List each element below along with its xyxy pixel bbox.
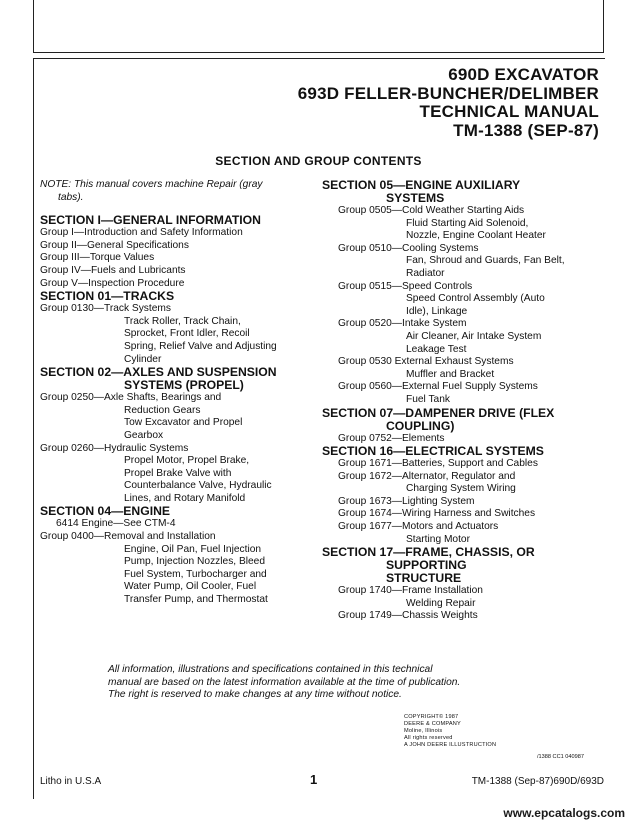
group-detail: Water Pump, Oil Cooler, Fuel (124, 581, 257, 593)
title-line: TM-1388 (SEP-87) (453, 120, 599, 140)
section-heading (322, 407, 592, 433)
left-sections (40, 214, 315, 606)
section-heading (40, 290, 315, 303)
section (40, 505, 315, 606)
group-detail: Propel Brake Valve with (124, 467, 232, 479)
group-item: Group I—Introduction and Safety Information (40, 227, 243, 239)
copyright-line: COPYRIGHT© 1987 (404, 714, 459, 720)
group-detail: Gearbox (124, 429, 164, 441)
group-item: Group IV—Fuels and Lubricants (40, 264, 186, 276)
section-heading-line: COUPLING) (386, 418, 455, 433)
note-line: NOTE: This manual covers machine Repair (gray (40, 179, 263, 190)
section-heading-line: SECTION 16—ELECTRICAL SYSTEMS (322, 444, 544, 459)
copyright-line: Moline, Illinois (404, 728, 443, 734)
group-item: Group 1749—Chassis Weights (338, 610, 478, 622)
group-detail: Fluid Starting Aid Solenoid, (406, 217, 529, 229)
group-item: Group II—General Specifications (40, 239, 189, 251)
note-line: tabs). (58, 191, 84, 203)
section-heading (322, 546, 592, 585)
group-item: Group V—Inspection Procedure (40, 277, 185, 289)
right-sections (322, 179, 592, 623)
group-detail: Starting Motor (406, 533, 470, 545)
group-detail: Spring, Relief Valve and Adjusting (124, 340, 277, 352)
group-detail: Speed Control Assembly (Auto (406, 293, 545, 305)
group-detail: Reduction Gears (124, 404, 201, 416)
section-heading (40, 366, 315, 392)
group-item: Group 1740—Frame Installation (338, 585, 483, 597)
group-item: Group 1671—Batteries, Support and Cables (338, 458, 538, 470)
section (40, 366, 315, 505)
group-item: Group 0752—Elements (338, 432, 445, 444)
manual-title (298, 66, 599, 140)
group-detail: Engine, Oil Pan, Fuel Injection (124, 543, 262, 555)
page-number: 1 (310, 772, 318, 787)
group-detail: Air Cleaner, Air Intake System (406, 330, 542, 342)
copyright-line: DEERE & COMPANY (404, 721, 461, 727)
group-item: Group 0520—Intake System (338, 318, 467, 330)
group-detail: Track Roller, Track Chain, (124, 315, 241, 327)
group-detail: Propel Motor, Propel Brake, (124, 455, 250, 467)
group-item: 6414 Engine—See CTM-4 (56, 518, 176, 530)
copyright-block (404, 714, 496, 749)
section (322, 546, 592, 623)
section (322, 445, 592, 546)
copyright-line: A JOHN DEERE ILLUSTRUCTION (404, 742, 497, 748)
group-detail: Charging System Wiring (406, 483, 516, 495)
group-detail: Cylinder (124, 353, 162, 365)
group-detail: Nozzle, Engine Coolant Heater (406, 230, 546, 242)
section-heading-line: SUPPORTING (386, 558, 467, 573)
section-heading (322, 179, 592, 205)
group-item: Group III—Torque Values (40, 252, 155, 264)
group-item: Group 0510—Cooling Systems (338, 242, 479, 254)
group-detail: Tow Excavator and Propel (124, 417, 243, 429)
group-item: Group 0400—Removal and Installation (40, 531, 216, 543)
top-border-right (603, 0, 604, 52)
section-heading-line: SECTION I—GENERAL INFORMATION (40, 213, 261, 228)
litho-note: Litho in U.S.A (40, 776, 102, 787)
title-line: 690D EXCAVATOR (448, 65, 599, 84)
group-detail: Idle), Linkage (406, 305, 468, 317)
group-detail: Counterbalance Valve, Hydraulic (124, 480, 272, 492)
group-item: Group 0560—External Fuel Supply Systems (338, 381, 538, 393)
group-item: Group 1674—Wiring Harness and Switches (338, 508, 536, 520)
group-detail: Pump, Injection Nozzles, Bleed (124, 556, 265, 568)
section-heading-line: SECTION 04—ENGINE (40, 504, 171, 519)
group-detail: Transfer Pump, and Thermostat (124, 594, 268, 606)
section-heading-line: SECTION 05—ENGINE AUXILIARY (322, 178, 521, 192)
section (322, 407, 592, 446)
section-heading (322, 445, 592, 458)
group-detail: Radiator (406, 267, 445, 279)
section-heading-line: SYSTEMS (PROPEL) (124, 378, 244, 393)
section-heading-line: SYSTEMS (386, 191, 445, 205)
section-heading-line: SECTION 17—FRAME, CHASSIS, OR (322, 545, 535, 560)
group-item: Group 1672—Alternator, Regulator and (338, 470, 516, 482)
section-heading-line: SECTION 01—TRACKS (40, 289, 175, 304)
group-detail: Fuel Tank (406, 393, 450, 405)
title-line: TECHNICAL MANUAL (419, 102, 599, 121)
tm-reference: TM-1388 (Sep-87)690D/693D (471, 776, 604, 787)
section-heading (40, 214, 315, 227)
section (40, 290, 315, 366)
group-detail: Muffler and Bracket (406, 368, 495, 380)
section (40, 214, 315, 290)
watermark: www.epcatalogs.com (503, 806, 625, 820)
top-border-left (33, 0, 34, 52)
group-item: Group 1673—Lighting System (338, 495, 475, 507)
contents-heading: SECTION AND GROUP CONTENTS (215, 154, 422, 168)
reference-code: /1388 CC1 040987 (537, 754, 584, 760)
group-detail: Lines, and Rotary Manifold (124, 492, 246, 504)
group-detail: Sprocket, Front Idler, Recoil (124, 328, 250, 340)
section-heading-line: SECTION 07—DAMPENER DRIVE (FLEX (322, 405, 555, 420)
group-item: Group 1677—Motors and Actuators (338, 521, 499, 533)
section (322, 179, 592, 407)
disclaimer-line: The right is reserved to make changes at any time without notice. (108, 689, 402, 701)
section-heading-line: SECTION 02—AXLES AND SUSPENSION (40, 365, 277, 380)
group-item: Group 0260—Hydraulic Systems (40, 442, 189, 454)
disclaimer-line: All information, illustrations and specifications contained in this technical (108, 664, 433, 675)
group-item: Group 0505—Cold Weather Starting Aids (338, 205, 525, 216)
section-heading (40, 505, 315, 518)
group-item: Group 0130—Track Systems (40, 303, 171, 315)
copyright-line: All rights reserved (404, 735, 453, 741)
disclaimer-line: manual are based on the latest information available at the time of publication. (108, 676, 461, 688)
group-detail: Welding Repair (406, 597, 476, 609)
group-detail: Fan, Shroud and Guards, Fan Belt, (406, 255, 565, 267)
group-detail: Leakage Test (406, 343, 467, 355)
title-line: 693D FELLER-BUNCHER/DELIMBER (297, 83, 599, 103)
section-heading-line: STRUCTURE (386, 571, 462, 586)
group-item: Group 0530 External Exhaust Systems (338, 356, 514, 368)
top-border-line (33, 52, 604, 53)
note (40, 179, 315, 204)
disclaimer (108, 664, 528, 702)
left-column (40, 179, 315, 607)
group-item: Group 0515—Speed Controls (338, 280, 473, 292)
group-detail: Fuel System, Turbocharger and (124, 568, 267, 580)
group-item: Group 0250—Axle Shafts, Bearings and (40, 392, 222, 404)
right-column (322, 179, 592, 623)
